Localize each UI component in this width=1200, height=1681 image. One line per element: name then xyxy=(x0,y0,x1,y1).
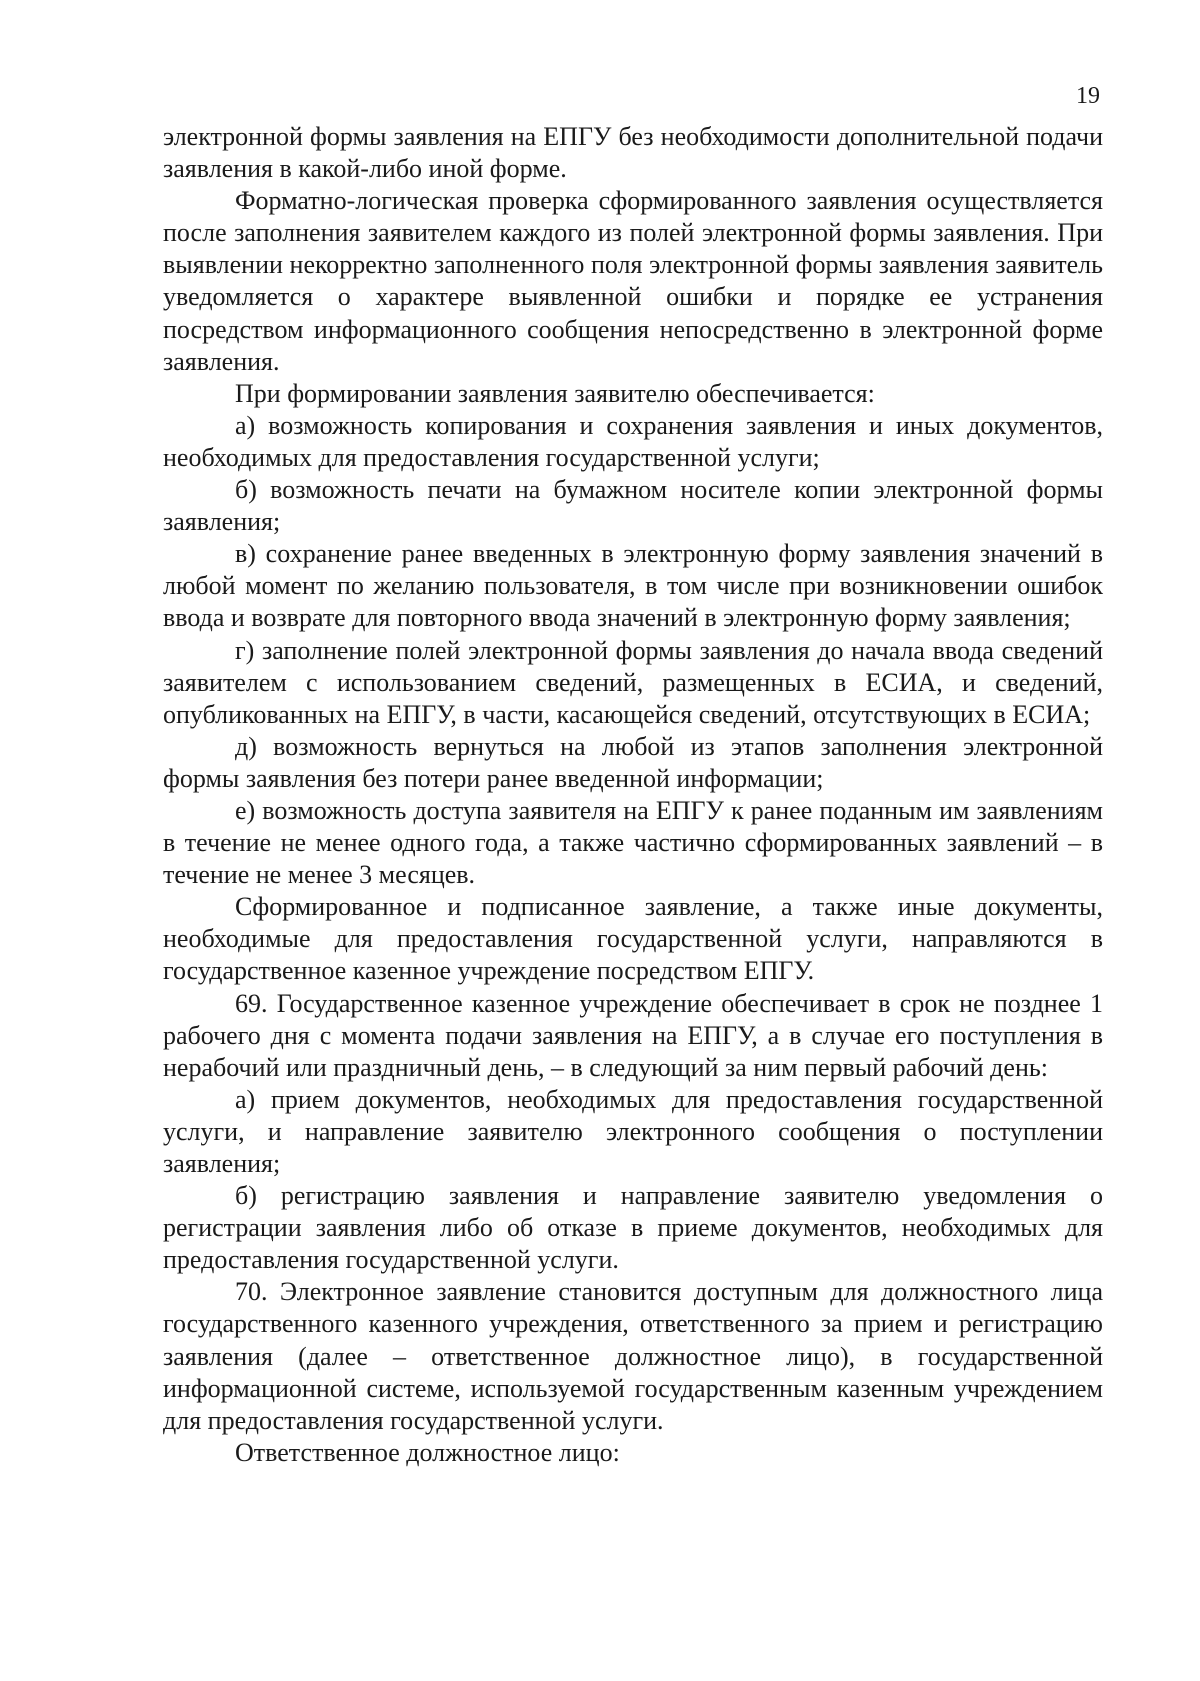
list-item-g-prefill: г) заполнение полей электронной формы заявления до начала ввода сведений заявителем с использованием сведений, размещенных в ЕСИА, и сведений, опубликованных на ЕПГУ, в части, касающейся сведений, отсутствующих в ЕСИА; xyxy=(163,635,1103,729)
list-item-a-copy-save: а) возможность копирования и сохранения заявления и иных документов, необходимых для предоставления государственной услуги; xyxy=(163,410,1103,472)
list-item-d-return-step: д) возможность вернуться на любой из этапов заполнения электронной формы заявления без потери ранее введенной информации; xyxy=(163,731,1103,793)
paragraph-submission: Сформированное и подписанное заявление, а также иные документы, необходимые для предоставления государственной услуги, направляются в государственное казенное учреждение посредством ЕПГУ. xyxy=(163,892,1103,986)
list-item-b-print: б) возможность печати на бумажном носителе копии электронной формы заявления; xyxy=(163,475,1103,537)
clause-69-item-a: а) прием документов, необходимых для предоставления государственной услуги, и направление заявителю электронного сообщения о поступлении заявления; xyxy=(163,1084,1103,1178)
list-item-e-access: е) возможность доступа заявителя на ЕПГУ к ранее поданным им заявлениям в течение не менее одного года, а также частично сформированных заявлений – в течение не менее 3 месяцев. xyxy=(163,795,1103,890)
paragraph-format-check: Форматно-логическая проверка сформированного заявления осуществляется после заполнения заявителем каждого из полей электронной формы заявления. При выявлении некорректно заполненного поля электронной формы заявления заявитель уведомляется о характере выявленной ошибки и порядке ее устранения посредством информационного сообщения непосредственно в электронной форме заявления. xyxy=(163,186,1103,376)
paragraph-responsible-official: Ответственное должностное лицо: xyxy=(235,1437,620,1467)
clause-69: 69. Государственное казенное учреждение обеспечивает в срок не позднее 1 рабочего дня с момента подачи заявления на ЕПГУ, а в случае его поступления в нерабочий или праздничный день, – в следующий за ним первый рабочий день: xyxy=(163,988,1103,1082)
document-body xyxy=(163,121,1103,1469)
page-number: 19 xyxy=(1076,83,1100,109)
list-item-v-save-values: в) сохранение ранее введенных в электронную форму заявления значений в любой момент по желанию пользователя, в том числе при возникновении ошибок ввода и возврате для повторного ввода значений в электронную форму заявления; xyxy=(163,539,1103,633)
clause-69-item-b: б) регистрацию заявления и направление заявителю уведомления о регистрации заявления либо об отказе в приеме документов, необходимых для предоставления государственной услуги. xyxy=(163,1181,1103,1275)
clause-70: 70. Электронное заявление становится доступным для должностного лица государственного казенного учреждения, ответственного за прием и регистрацию заявления (далее – ответственное должностное лицо), в государственной информационной системе, используемой государственным казенным учреждением для предоставления государственной услуги. xyxy=(163,1277,1103,1435)
paragraph-continuation: электронной формы заявления на ЕПГУ без необходимости дополнительной подачи заявления в какой-либо иной форме. xyxy=(163,122,1103,184)
paragraph-form-provisions-intro: При формировании заявления заявителю обеспечивается: xyxy=(235,378,875,408)
